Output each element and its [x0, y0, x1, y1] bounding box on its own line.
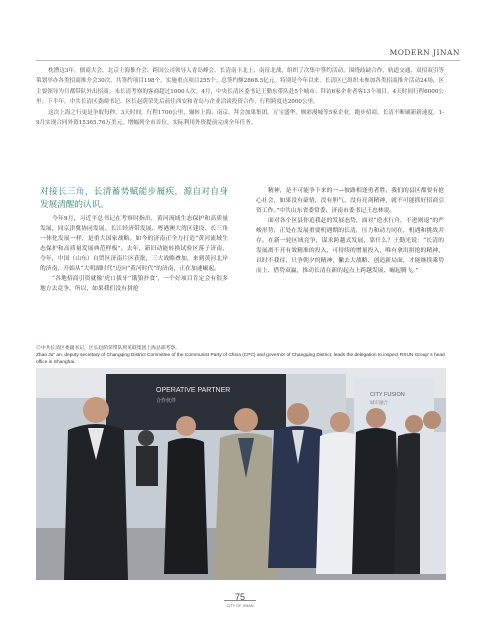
- caption-cn: 中共长清区委副书记、区长赵荫荣带队到见联集团上海总部考察。: [40, 346, 180, 351]
- screen-subtext: 合作伙伴: [156, 398, 177, 404]
- heading-highlight: 长三角: [57, 187, 85, 197]
- intro-paragraph: 枕漕这3年，儒商大会、北京上海推介会、跨国公司领导人青岛峰会、长清南下北上、南征北战，组织了次集中签约活动，围绕歧缺合作，轨道交通、双招双引等策划举办各类招商推介会30次，共签约项目198个，实施重点项目255个；总签约额2868.5亿元。特别是今年以来，长清区已组织未参加各类招商推介活动24场，区主要领导为月都带队外出招商；未长清考察的客商超过1000人次。4月，中央长清区委书记王勤东带队赴5个城市；拜访6家企业者客13个项目。4天时间行程6000公里；下半年，中共长清区委副书记、区长赵荫荣先后前往西安和青岛与企业洽谈投资合作，行程跨度达2000公里。: [36, 68, 444, 106]
- intro-paragraph: 这次上海之行更是争取每秒，3天时间，行程1700公里，辗转上海、南京、拜会加果集团，万宝盛华、枫彩漫城等5家企业，跑步招商，长清不断刷新新速度。1-9月实现合同外资15365.76万美元，增幅列全市首位。实际利用外资提前完成全年任务。: [36, 109, 444, 127]
- section-heading: [40, 186, 228, 212]
- caption-marker: ◎: [36, 346, 41, 351]
- caption-cn-line: [36, 345, 456, 352]
- photo: [36, 368, 446, 580]
- photo-illustration: [36, 368, 446, 580]
- right-column: [256, 186, 444, 276]
- footer-subtitle: CITY OF JINAN: [226, 604, 254, 608]
- footer-rule: [224, 600, 256, 601]
- heading-part2: ，长清蓄势赋能步履疾，源自对自身发展清醒的认识。: [40, 187, 228, 210]
- body-paragraph: 精神，是不可能争下来的一—彼路相逢勇者胜，我们的县区都要有抢心社会，如果没有豪情，没有胆气，没有亮剑精神，就不可能抓好招商引资工作。”中共山东省委常委、济南市委书记王忠林说。: [256, 188, 444, 214]
- photo-caption: [36, 345, 456, 367]
- page-header: [0, 8, 480, 57]
- header-title: MODERN JINAN: [389, 48, 460, 57]
- screen-text: OPERATIVE PARTNER: [156, 387, 231, 394]
- right-sign: CITY FUSION: [370, 392, 405, 398]
- right-sign-sub: 城市融合: [370, 400, 388, 405]
- body-paragraph: 今年9月，习近平总书记在考察时指出，黄河流域生态保护和高质量发展，同京津冀协同发展、长江经济带发展、粤港澳大湾区建设、长三角一体化发展一样，是重大国家战略。如今的济南正全力打造“黄河流域生态保护和高质量发展典范样板”。去年，新旧动能转换试验区落子济南，今年，中国（山东）自贸区济南片区获批，三大战略叠加，来到黄河北岸的济南，开始从“大明湖时代”迈向“黄河时代”的济南，正在加速崛起。: [40, 216, 228, 272]
- header-rule: [36, 60, 460, 61]
- footer-page-number: 75: [234, 592, 245, 602]
- heading-part1: 对接: [40, 187, 58, 197]
- body-paragraph: 面对各个区县你追我赶的发展态势，面对“逆水行舟，不进则退”的严峻形势，正处在发展重要机遇期的长清，压力和动力同在，机遇和挑战并存。在新一轮区域竞争，谋求跨越式发展，靠什么？王勤光说：“长清的发展离不开有效精准的投入，可持续的增量投入，唯有拿出拼抢的精神，以时不我待、只争朝夕的精神，撇去大战略、创造新局面，才能继续乘势而上、借势双赢，推动长清在新的起点上跨越发展、崛起腾飞。”: [256, 218, 444, 274]
- intro-text: [36, 66, 444, 128]
- left-column: [40, 186, 228, 294]
- body-paragraph: “各地招商引资就像‘虎口拔牙’‘饿狼扑食’，一个好项目肯定会有很多地方去竞争，所以，如果我们没有拼抢: [40, 276, 228, 292]
- caption-en: Zhao Ju" an, deputy secretary of Changqing District Committee of the Communist Party of China (CPC) and governor of Changqing District, leads the delegation to inspect RSUN Group' s head office in Shanghai.: [36, 353, 445, 366]
